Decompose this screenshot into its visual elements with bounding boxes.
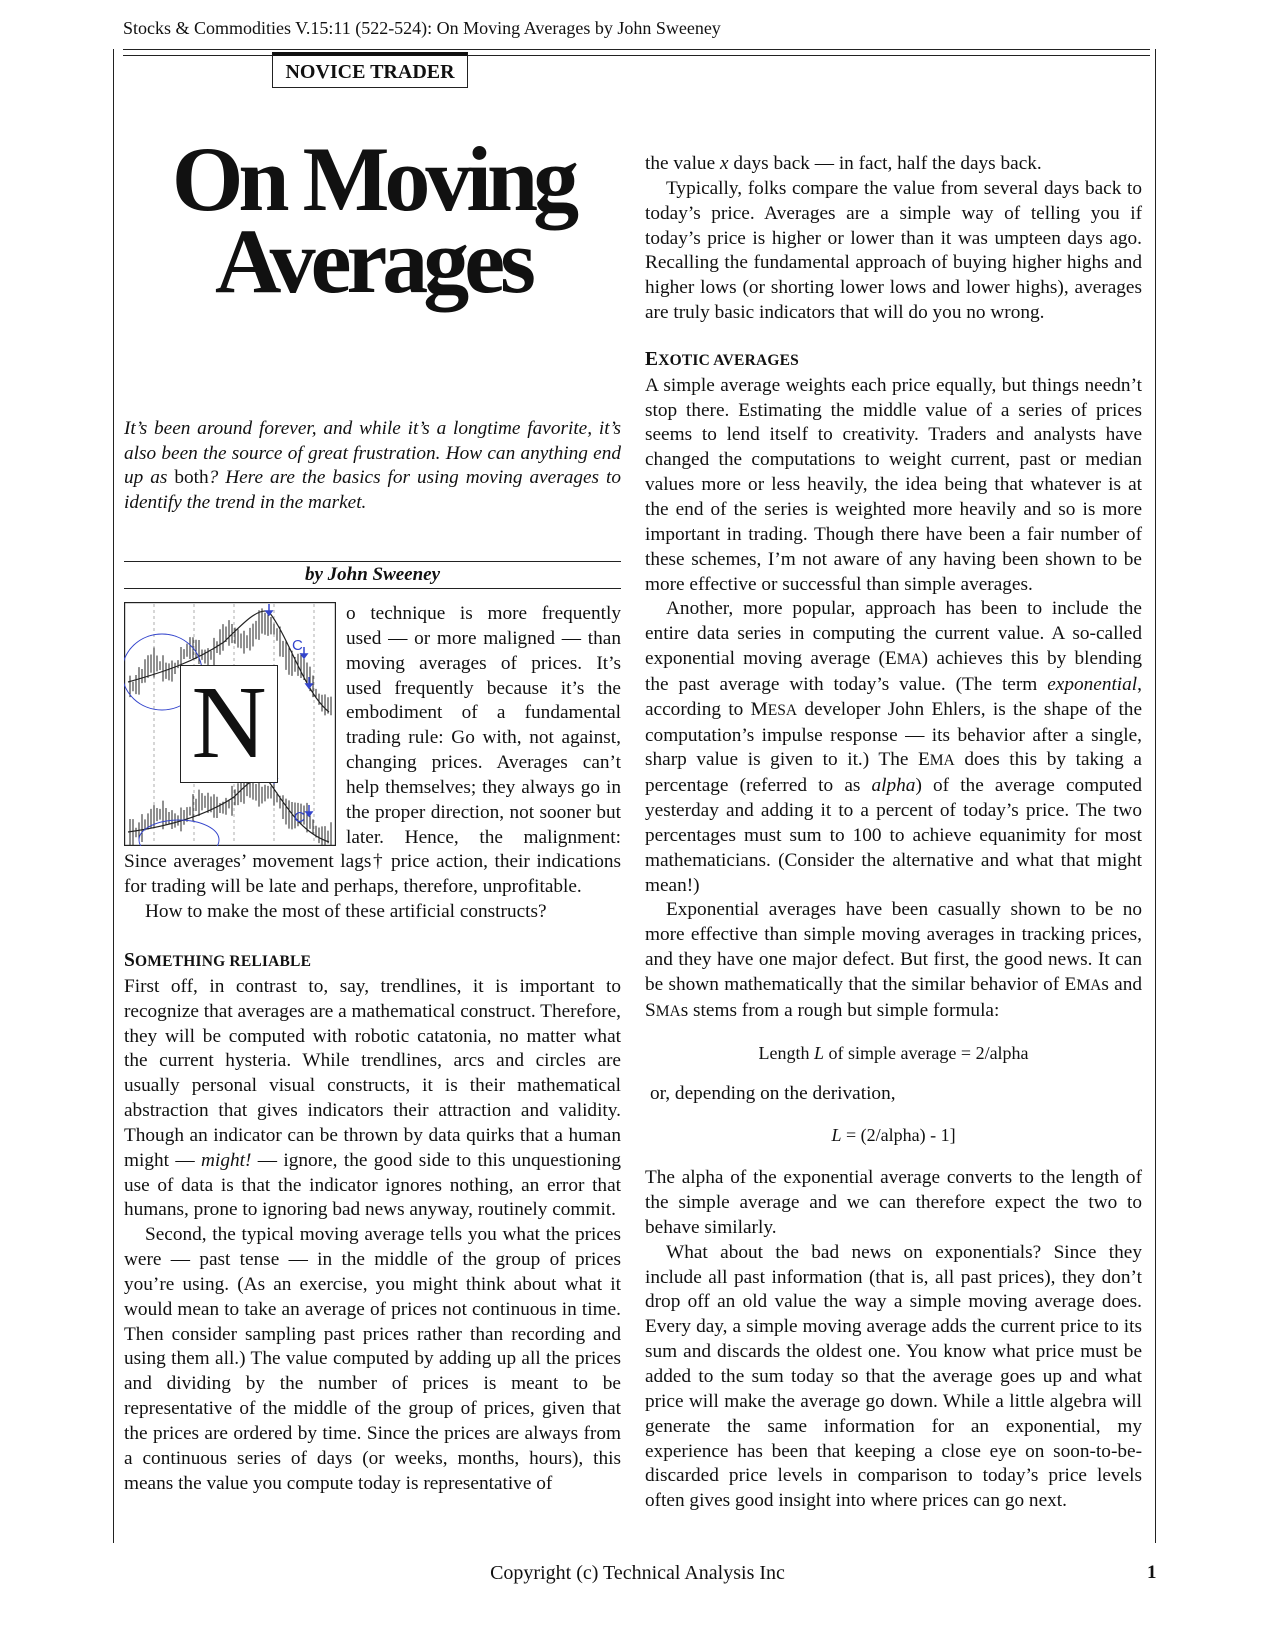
running-head: Stocks & Commodities V.15:11 (522-524): On Moving Averages by John Sweeney	[123, 18, 721, 38]
right-p4-text-i: does this by taking a percentage (referred to as	[645, 749, 1142, 797]
right-p1-variable-x: x	[719, 153, 729, 174]
right-p4-text-g: developer John Ehlers, is the shape of the computation’s impulse response — its behavior after a single, sharp value is given to it.) The E	[645, 698, 1143, 771]
heading-smallcaps: XOTIC AVERAGES	[658, 351, 799, 369]
dropcap-letter: N	[180, 665, 278, 783]
left-paragraph-4: Second, the typical moving average tells you what the prices were — past tense — in the middle of the group of prices you’re using. (As an exercise, you might think about what it would mean to take an average of prices not continuous in time. Then consider sampling past prices rather than recording and using them all.) The value computed by adding up all the prices and dividing by the number of prices is meant to be representative of the middle of the group of prices, given that the prices are ordered by time. Since the prices are always from a continuous series of days (or weeks, months, hours), this means the value you compute today is representative of	[124, 1224, 621, 1494]
right-p4-emphasis-exponential: exponential	[1047, 673, 1138, 695]
eq2-text: = (2/alpha) - 1]	[841, 1125, 956, 1146]
title-line-1: On Moving	[171, 128, 575, 230]
svg-text:C: C	[294, 809, 305, 826]
left-paragraph-1: o technique is more frequently used — or more maligned — than moving averages of prices. It’s used frequently because it’s the embodiment of a fundamental trading rule: Go with, not against, changing prices. Averages can’t help themselves; they always go in the proper direction, not sooner but later. Hence, the malignment: Since averages’ movement lags† price action, their indications for trading will be late and perhaps, therefore, unprofitable.	[124, 603, 621, 898]
department-label: NOVICE TRADER	[272, 52, 468, 88]
right-p5-smallcaps-sma: MA	[655, 1002, 681, 1020]
right-paragraph-4	[645, 597, 1142, 898]
heading-smallcaps: OMETHING RELIABLE	[135, 952, 312, 970]
title-line-2: Averages	[215, 210, 531, 312]
eq1-text-a: Length	[758, 1042, 814, 1063]
left-p3-emphasis: might!	[201, 1149, 252, 1171]
byline: by John Sweeney	[304, 564, 441, 585]
left-paragraph-2: How to make the most of these artificial constructs?	[145, 901, 547, 923]
eq2-variable-l: L	[831, 1125, 842, 1146]
deck-text-a: It’s been around forever, and while it’s a longtime favorite, it’s also been the source of great frustration. How can anything end up as	[124, 418, 621, 489]
footer-copyright: Copyright (c) Technical Analysis Inc	[490, 1562, 785, 1584]
right-column	[645, 152, 1142, 1514]
section-heading-exotic-averages	[645, 348, 1142, 374]
right-paragraph-8: What about the bad news on exponentials? Since they include all past information (that is, all past prices), they don’t drop off an old value the way a simple moving average does. Every day, a simple moving average adds the current price to its sum and discards the oldest one. You know what price must be added to the sum today so that the average goes up and what price will make the average go down. While a little algebra will generate the same information for an exponential, my experience has been that keeping a close eye on soon-to-be-discarded price levels in comparison to today’s price levels often gives good insight into where prices can go next.	[645, 1241, 1142, 1512]
deck-text-both: both	[174, 467, 209, 489]
right-p4-smallcaps-ema-2: MA	[929, 752, 955, 770]
left-column	[124, 602, 621, 1497]
left-margin-rule	[113, 49, 114, 1543]
right-paragraph-7: The alpha of the exponential average converts to the length of the simple average and we can therefore expect the two to behave similarly.	[645, 1167, 1142, 1238]
equation-2	[645, 1123, 1142, 1148]
header-rule	[123, 49, 1150, 50]
left-p3-text-a: First off, in contrast to, say, trendlines, it is important to recognize that averages are a mathematical construct. Therefore, they will be computed with robotic catatonia, no matter what the current hysteria. While trendlines, arcs and circles are usually personal visual constructs, it is their mathematical abstraction that gives indicators their attraction and validity. Though an indicator can be thrown by data quirks that a human might —	[124, 975, 621, 1171]
right-p1-text-a: the value	[645, 153, 720, 174]
byline-rule-bottom	[124, 588, 621, 589]
right-paragraph-3: A simple average weights each price equally, but things needn’t stop there. Estimating the middle value of a series of prices seems to lend itself to creativity. Traders and analysts have changed the computations to weight current, past or median values more or less heavily, the idea being that whatever is at the end of the series is weighted more heavily and so is more important in trading. Though there have been a fair number of these schemes, I’m not aware of any having been shown to be more effective or successful than simple averages.	[645, 374, 1142, 595]
right-paragraph-5	[645, 898, 1142, 1024]
deck-text-c: ? Here are the basics for using moving averages to identify the trend in the market.	[124, 467, 621, 513]
right-p4-text-c: ) achieves this by blending the past average with today’s value. (The term	[645, 648, 1142, 695]
section-heading-something-reliable	[124, 949, 621, 975]
right-p4-text-e: , according to M	[645, 673, 1142, 720]
byline-rule-top	[124, 561, 621, 562]
right-p4-smallcaps-ema: MA	[896, 651, 922, 669]
svg-text:C: C	[292, 637, 303, 654]
right-paragraph-1	[645, 152, 1142, 177]
right-p4-text-a: Another, more popular, approach has been to include the entire data series in computing the current value. A so-called exponential moving average (E	[645, 598, 1142, 670]
dropcap-chart-figure	[124, 602, 336, 846]
right-p5-text-e: s stems from a rough but simple formula:	[680, 999, 1000, 1021]
article-title	[123, 128, 623, 312]
page-number: 1	[1147, 1562, 1157, 1583]
heading-initial: E	[645, 348, 659, 370]
article-deck	[124, 417, 621, 515]
right-p5-text-a: Exponential averages have been casually shown to be no more effective than simple moving averages in tracking prices, and they have one major defect. But first, the good news. It can be shown mathematically that the similar behavior of E	[645, 899, 1142, 995]
equation-1	[645, 1041, 1142, 1066]
right-p5-text-c: s and S	[645, 974, 1142, 1021]
eq1-variable-l: L	[813, 1042, 824, 1063]
right-p5-smallcaps-ema: MA	[1076, 977, 1102, 994]
right-p4-smallcaps-mesa: ESA	[767, 701, 798, 719]
right-paragraph-2: Typically, folks compare the value from several days back to today’s price. Averages are a simple way of telling you if today’s price is higher or lower than it was umpteen days ago. Recalling the fundamental approach of buying higher highs and higher lows (or shorting lower lows and lower highs), averages are truly basic indicators that will do you no wrong.	[645, 177, 1142, 324]
right-p4-emphasis-alpha: alpha	[871, 775, 916, 797]
right-p4-text-k: ) of the average computed yesterday and adding it to a percent of today’s price. The two percentages must sum to 100 to achieve equanimity for most mathematicians. (Consider the alternative and what that might mean!)	[645, 775, 1142, 896]
right-p1-text-c: days back — in fact, half the days back.	[728, 153, 1042, 174]
left-paragraph-3	[124, 975, 621, 1223]
right-margin-rule	[1155, 49, 1156, 1543]
eq1-text-c: of simple average = 2/alpha	[823, 1042, 1029, 1063]
heading-initial: S	[124, 949, 136, 971]
right-paragraph-6: or, depending on the derivation,	[650, 1082, 896, 1104]
left-p3-text-c: — ignore, the good side to this unquestioning use of data is that the indicator ignores nothing, an error that humans, prone to ignoring bad news anyway, routinely commit.	[124, 1149, 621, 1221]
